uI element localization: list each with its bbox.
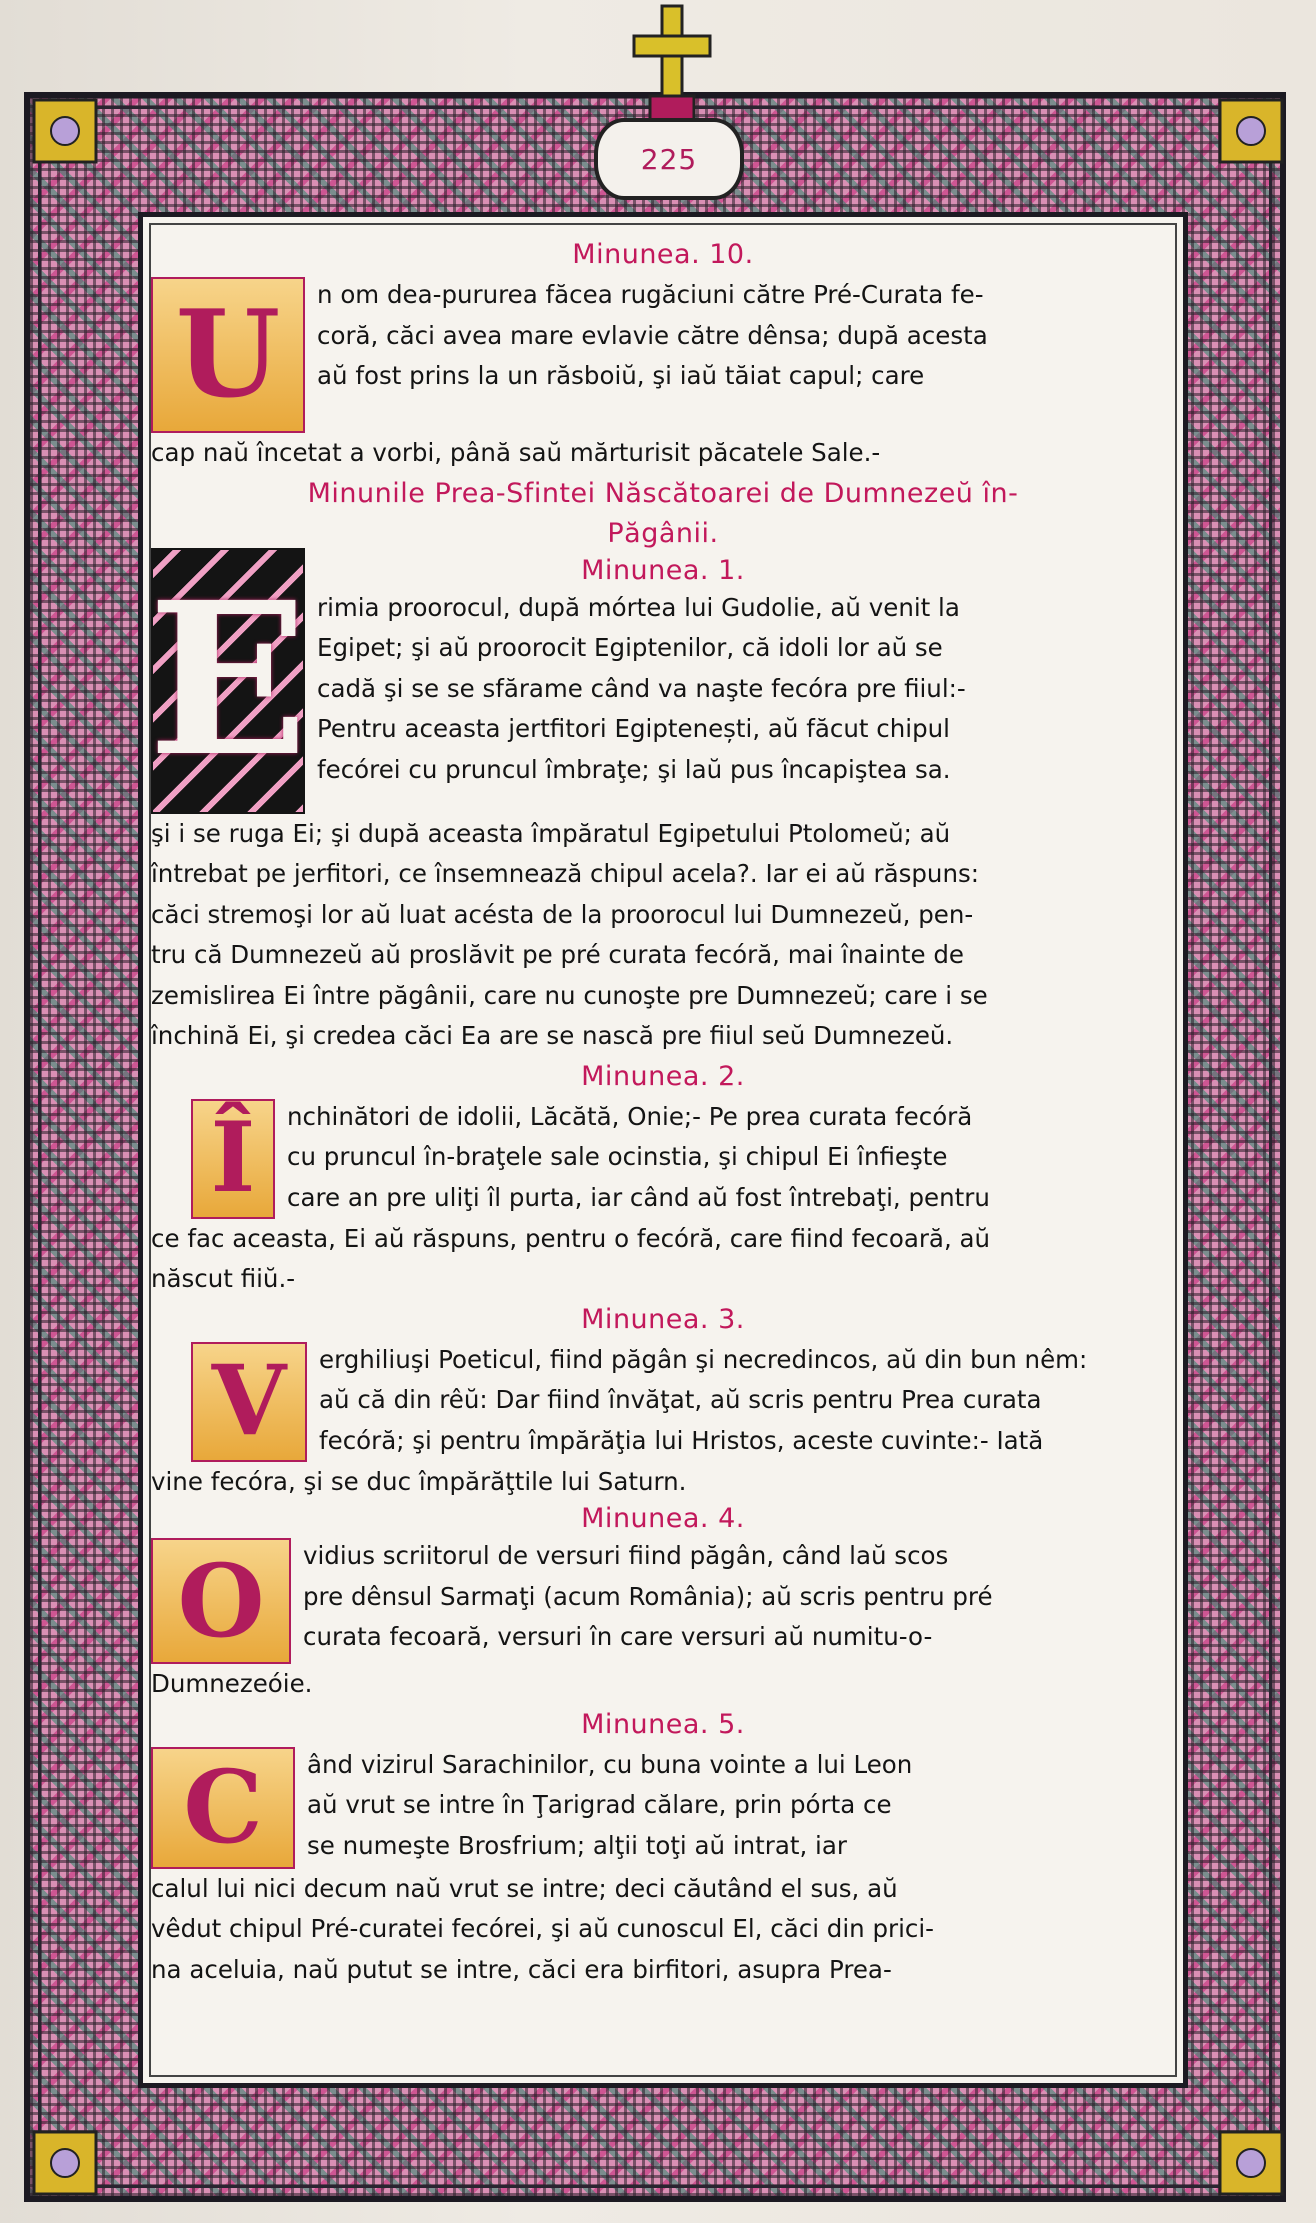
text-line: Egipet; şi aŭ proorocit Egiptenilor, că idoli lor aŭ se [317,633,943,662]
corner-ornament-bottom-right [1216,2128,1286,2198]
section-title: Minunea. 3. [581,1303,745,1335]
text-line: care an pre uliţi îl purta, iar când aŭ fost întrebaţi, pentru [287,1182,990,1212]
text-line: căci stremoşi lor aŭ luat acésta de la proorocul lui Dumnezeŭ, pen- [151,899,974,929]
text-line: erghiliuşi Poeticul, fiind păgân şi necredincos, aŭ din bun nêm: [319,1344,1088,1374]
text-line: fecóră; şi pentru împărăţia lui Hristos, aceste cuvinte:- Iată [319,1425,1044,1455]
text-line: calul lui nici decum naŭ vrut se intre; deci căutând el sus, aŭ [151,1873,898,1903]
corner-ornament-top-left [30,96,100,166]
illuminated-initial-v: V [191,1342,307,1462]
text-line: Dumnezeóie. [151,1669,313,1698]
text-line: nchinători de idolii, Lăcătă, Onie;- Pe prea curata fecóră [287,1101,973,1131]
text-line: Pentru aceasta jertfitori Egiptenești, aŭ făcut chipul [317,714,950,743]
illuminated-initial-i: Î [191,1099,275,1219]
text-line: născut fiiŭ.- [151,1264,296,1293]
page-number: 225 [594,118,744,200]
text-line: vine fecóra, şi se duc împărăţtile lui Saturn. [151,1466,687,1496]
chapter-title-line: Minunile Prea-Sfintei Născătoarei de Dumnezeŭ în- [307,477,1019,509]
section-minunea-2 [151,1057,1175,1300]
text-line: se numeşte Brosfrium; alţii toţi aŭ intrat, iar [307,1830,847,1860]
section-minunea-3 [151,1300,1175,1503]
section-title: Minunea. 2. [581,1060,745,1092]
text-line: aŭ că din rêŭ: Dar fiind învăţat, aŭ scris pentru Prea curata [319,1385,1042,1414]
text-line: ând vizirul Sarachinilor, cu buna vointe a lui Leon [307,1749,913,1779]
text-line: cadă şi se se sfărame când va naşte fecóra pre fiiul:- [317,673,966,703]
section-minunea-1 [147,554,1175,1057]
text-line: aŭ vrut se intre în Ţarigrad călare, prin pórta ce [307,1790,892,1819]
text-line: aŭ fost prins la un răsboiŭ, şi iaŭ tăiat capul; care [317,361,925,390]
text-line: pre dênsul Sarmaţi (acum România); aŭ scris pentru pré [303,1581,993,1611]
section-text [151,1745,1175,1991]
illuminated-initial-e: E [151,548,305,814]
corner-ornament-bottom-left [30,2128,100,2198]
section-title: Minunea. 1. [581,554,745,586]
text-body [147,235,1175,2073]
section-text [151,1536,1175,1705]
text-line: cap naŭ încetat a vorbi, până saŭ mărturisit păcatele Sale.- [151,438,881,467]
text-line: vêdut chipul Pré-curatei fecórei, şi aŭ cunoscul El, căci din prici- [151,1914,935,1943]
text-line: rimia proorocul, după mórtea lui Gudolie, aŭ venit la [317,592,960,622]
text-line: na aceluia, naŭ putut se intre, căci era birfitori, asupra Prea- [151,1954,892,1984]
text-line: întrebat pe jerfitori, ce însemnează chipul acela?. Iar ei aŭ răspuns: [151,859,980,888]
text-line: închină Ei, şi credea căci Ea are se nască pre fiiul seŭ Dumnezeŭ. [151,1021,954,1050]
text-line: şi i se ruga Ei; şi după aceasta împăratul Egipetului Ptolomeŭ; aŭ [151,818,951,848]
illuminated-initial-c: C [151,1747,295,1869]
section-text [151,1097,1175,1300]
text-line: n om dea-pururea făcea rugăciuni către Pré-Curata fe- [317,280,984,309]
chapter-title-line: Păgânii. [607,517,719,549]
text-line: coră, căci avea mare evlavie către dênsa; după acesta [317,320,988,350]
text-line: cu pruncul în-braţele sale ocinstia, şi chipul Ei înfieşte [287,1142,948,1171]
illuminated-initial-o: O [151,1538,291,1664]
text-line: zemislirea Ei între păgânii, care nu cunoşte pre Dumnezeŭ; care i se [151,980,988,1010]
illuminated-initial-u: U [151,277,305,433]
section-title: Minunea. 4. [581,1503,745,1534]
section-minunea-5 [151,1705,1175,1991]
section-title: Minunea. 10. [572,239,754,270]
corner-ornament-top-right [1216,96,1286,166]
section-minunea-4 [151,1502,1175,1705]
text-panel [138,212,1188,2088]
section-title: Minunea. 5. [581,1708,745,1740]
text-line: tru că Dumnezeŭ aŭ proslăvit pe pré curata fecóră, mai înainte de [151,940,964,969]
section-heading-minunile [151,474,1175,554]
text-line: ce fac aceasta, Ei aŭ răspuns, pentru o fecóră, care fiind fecoară, aŭ [151,1223,991,1253]
text-line: vidius scriitorul de versuri fiind păgân, când laŭ scos [303,1541,949,1570]
section-minunea-10 [151,235,1175,474]
text-line: fecórei cu pruncul îmbraţe; şi laŭ pus încapiştea sa. [317,754,951,784]
text-line: curata fecoară, versuri în care versuri aŭ numitu-o- [303,1622,933,1651]
